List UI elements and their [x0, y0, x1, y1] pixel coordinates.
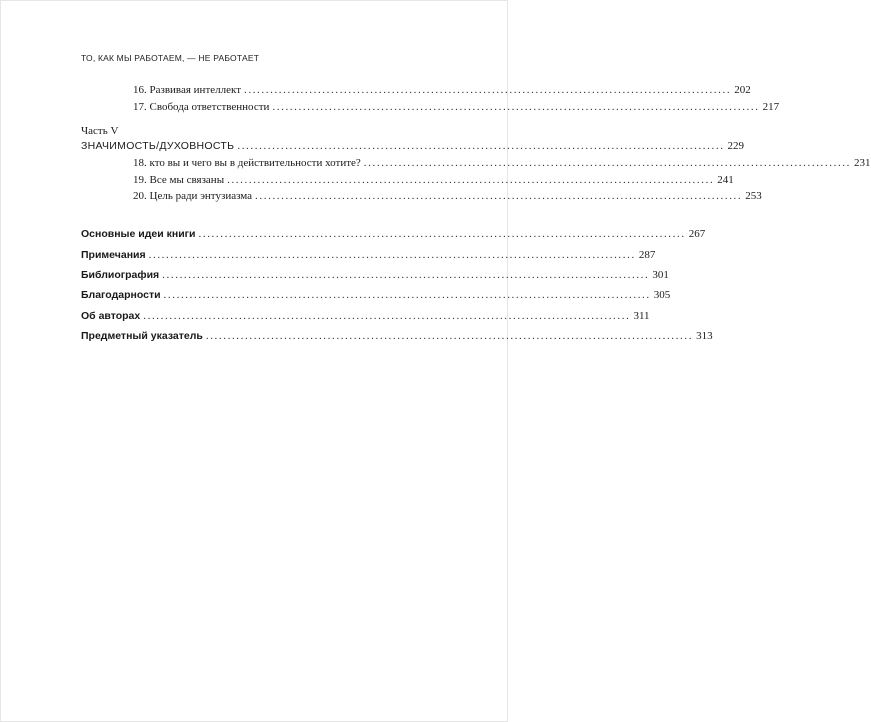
toc-entry-17[interactable] — [133, 99, 780, 115]
toc-entry-16[interactable] — [133, 82, 751, 98]
toc-entry-label: 19. Все мы связаны — [133, 174, 225, 186]
toc-entry-label: ЗНАЧИМОСТЬ/ДУХОВНОСТЬ — [81, 140, 235, 152]
dot-leader: ................................................................................................................ — [363, 157, 851, 169]
toc-subject-index[interactable] — [81, 328, 713, 344]
toc-part-v[interactable] — [81, 138, 745, 154]
toc-entry-label: Основные идеи книги — [81, 228, 196, 240]
dot-leader: ................................................................................................................ — [162, 269, 650, 281]
dot-leader: ................................................................................................................ — [237, 140, 725, 152]
toc-page-number: 241 — [717, 174, 734, 186]
toc-entry-label: Об авторах — [81, 310, 141, 322]
toc-entry-label: 17. Свобода ответственности — [133, 101, 270, 113]
dot-leader: ................................................................................................................ — [205, 330, 694, 342]
toc-page-number: 253 — [745, 190, 762, 202]
toc-page-number: 202 — [734, 84, 751, 96]
dot-leader: ................................................................................................................ — [198, 228, 686, 240]
toc-page-number: 287 — [638, 249, 656, 261]
toc-acknowledgements[interactable] — [81, 287, 671, 303]
dot-leader: ................................................................................................................ — [163, 289, 651, 301]
running-head: ТО, КАК МЫ РАБОТАЕМ, — НЕ РАБОТАЕТ — [81, 53, 260, 63]
toc-entry-20[interactable] — [133, 188, 762, 204]
toc-main-ideas[interactable] — [81, 226, 706, 242]
dot-leader: ................................................................................................................ — [227, 174, 715, 186]
toc-page-number: 231 — [854, 157, 871, 169]
toc-entry-label: Предметный указатель — [81, 330, 203, 342]
toc-bibliography[interactable] — [81, 267, 669, 283]
toc-page-number: 311 — [633, 310, 650, 322]
toc-page-number: 229 — [727, 140, 745, 152]
dot-leader: ................................................................................................................ — [148, 249, 636, 261]
toc-about-authors[interactable] — [81, 308, 650, 324]
toc-page-number: 217 — [762, 101, 780, 113]
part-v-label: Часть V — [81, 125, 119, 137]
toc-notes[interactable] — [81, 247, 656, 263]
toc-page-number: 305 — [653, 289, 671, 301]
toc-entry-label: 16. Развивая интеллект — [133, 84, 241, 96]
toc-page-number: 313 — [696, 330, 713, 342]
toc-page-number: 267 — [688, 228, 706, 240]
dot-leader: ................................................................................................................ — [143, 310, 631, 322]
toc-entry-label: Примечания — [81, 249, 146, 261]
toc-entry-19[interactable] — [133, 172, 734, 188]
dot-leader: ................................................................................................................ — [255, 190, 743, 202]
toc-entry-label: Благодарности — [81, 289, 161, 301]
toc-page-number: 301 — [652, 269, 669, 281]
toc-entry-label: 18. кто вы и чего вы в действительности хотите? — [133, 157, 361, 169]
dot-leader: ................................................................................................................ — [272, 101, 760, 113]
toc-entry-label: 20. Цель ради энтузиазма — [133, 190, 253, 202]
toc-entry-18[interactable] — [133, 155, 871, 171]
toc-entry-label: Библиография — [81, 269, 160, 281]
dot-leader: ................................................................................................................ — [244, 84, 732, 96]
